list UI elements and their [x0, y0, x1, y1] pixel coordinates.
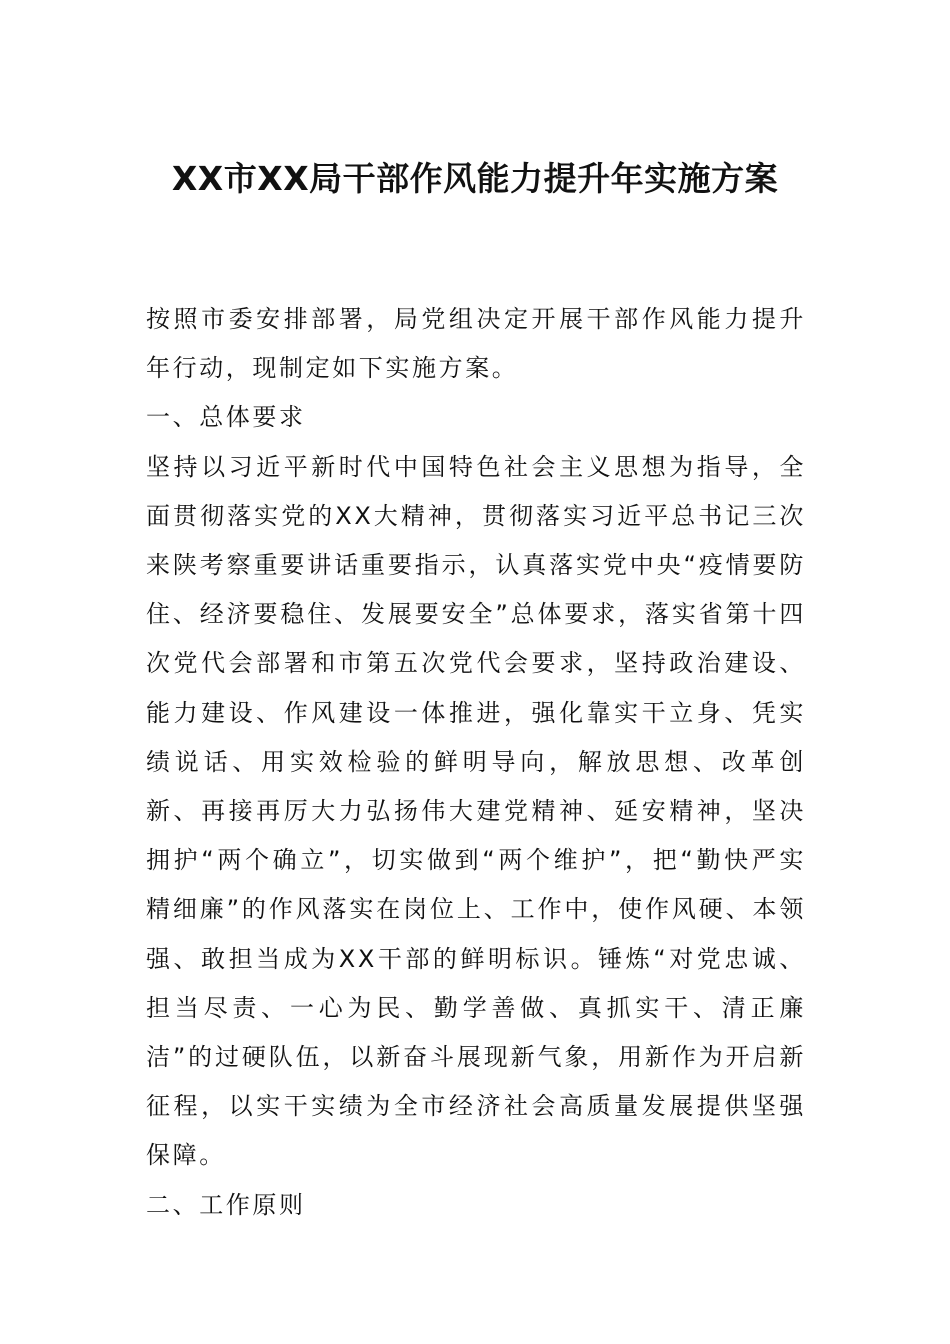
intro-paragraph: 按照市委安排部署，局党组决定开展干部作风能力提升年行动，现制定如下实施方案。	[146, 305, 806, 383]
document-title: XX市XX局干部作风能力提升年实施方案	[171, 159, 779, 198]
overall-requirements-paragraph: 坚持以习近平新时代中国特色社会主义思想为指导，全面贯彻落实党的XX大精神，贯彻落实习近平总书记三次来陕考察重要讲话重要指示，认真落实党中央“疫情要防住、经济要稳住、发展要安全”总体要求，落实省第十四次党代会部署和市第五次党代会要求，坚持政治建设、能力建设、作风建设一体推进，强化靠实干立身、凭实绩说话、用实效检验的鲜明导向，解放思想、改革创新、再接再厉大力弘扬伟大建党精神、延安精神，坚决拥护“两个确立”，切实做到“两个维护”，把“勤快严实精细廉”的作风落实在岗位上、工作中，使作风硬、本领强、敢担当成为XX干部的鲜明标识。锤炼“对党忠诚、担当尽责、一心为民、勤学善做、真抓实干、清正廉洁”的过硬队伍，以新奋斗展现新气象，用新作为开启新征程，以实干实绩为全市经济社会高质量发展提供坚强保障。	[146, 452, 806, 1170]
section-heading-overall-requirements: 一、总体要求	[146, 403, 306, 432]
section-heading-work-principles: 二、工作原则	[146, 1190, 306, 1219]
document-body	[146, 295, 806, 1230]
